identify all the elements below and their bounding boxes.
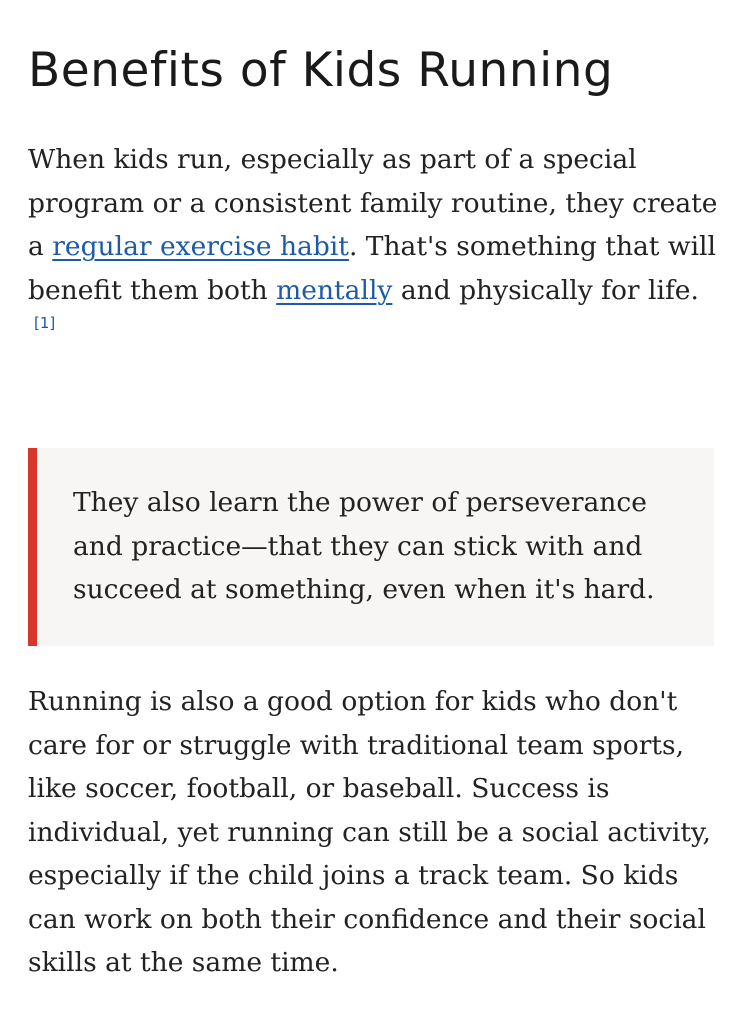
intro-text-middle: . That's something that will benefit them both (28, 231, 716, 306)
intro-paragraph (28, 138, 718, 356)
article-title: Benefits of Kids Running (28, 43, 614, 98)
reference-link-1[interactable]: [1] (34, 314, 56, 332)
regular-exercise-habit-link[interactable]: regular exercise habit (52, 231, 349, 262)
intro-text-start: When kids run, especially as part of a special program or a consistent family routine, they create a (28, 144, 718, 262)
callout-text: They also learn the power of perseverance and practice—that they can stick with and succeed at something, even when it's hard. (73, 487, 655, 605)
intro-text-end: and physically for life. (392, 274, 699, 306)
mentally-link[interactable]: mentally (276, 274, 393, 306)
callout-box (28, 448, 714, 646)
second-paragraph: Running is also a good option for kids who don't care for or struggle with traditional team sports, like soccer, football, or baseball. Success is individual, yet running can still be a social activity, especially if the child joins a track team. So kids can work on both their confidence and their social skills at the same time. (28, 686, 711, 978)
article-body (28, 0, 718, 356)
